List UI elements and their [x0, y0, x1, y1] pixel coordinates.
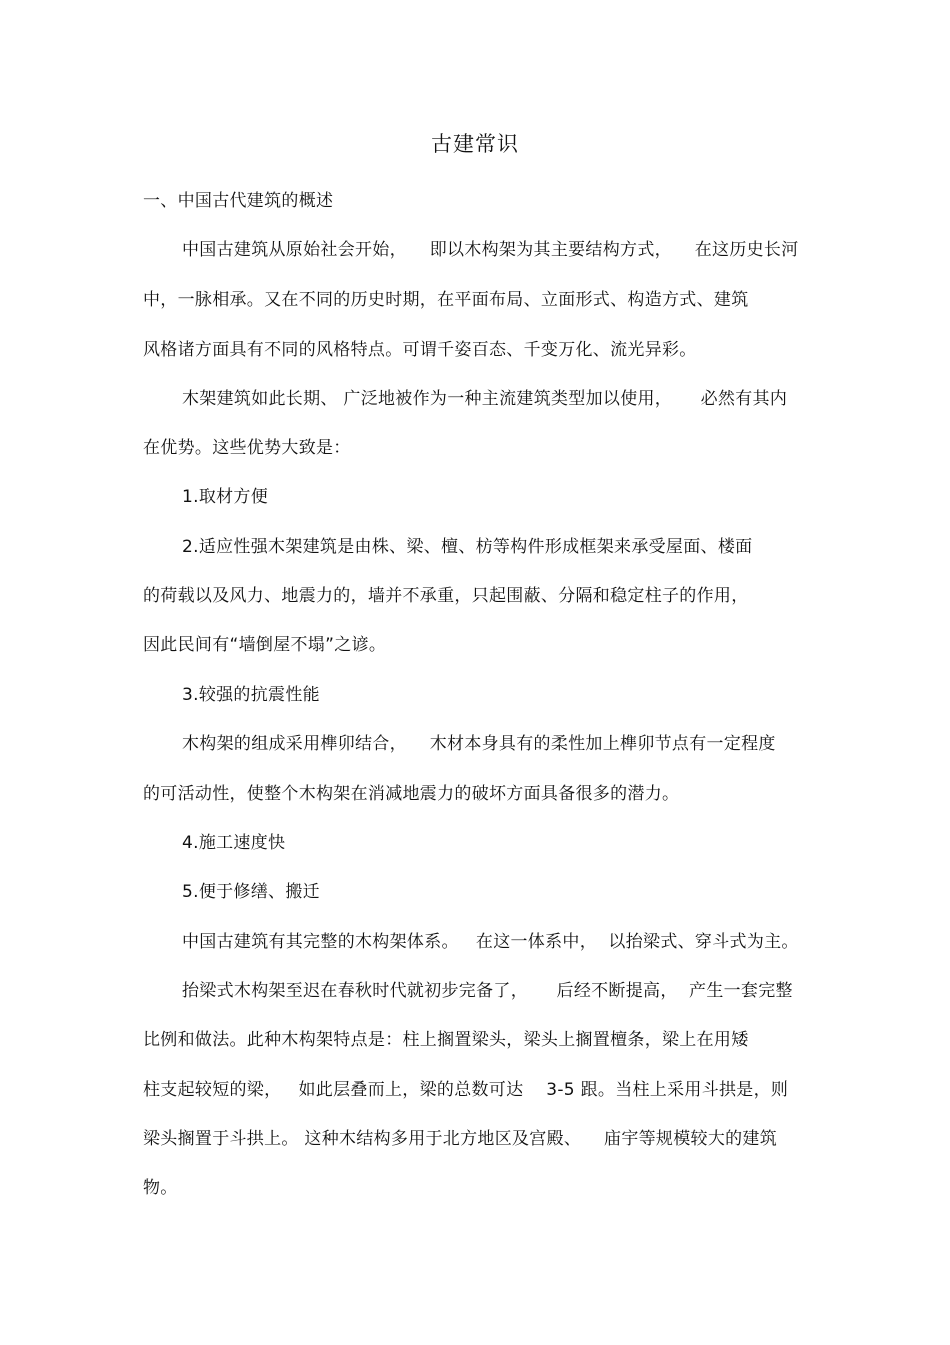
list-item: 2.适应性强木架建筑是由株、梁、檀、枋等构件形成框架来承受屋面、楼面: [182, 537, 753, 557]
paragraph-line: 梁头搁置于斗拱上。 这种木结构多用于北方地区及宫殿、 庙宇等规模较大的建筑: [143, 1129, 778, 1149]
paragraph-line: 物。: [143, 1178, 178, 1198]
paragraph-line: 中，一脉相承。又在不同的历史时期，在平面布局、立面形式、构造方式、建筑: [143, 290, 749, 310]
list-item: 1.取材方便: [182, 487, 269, 507]
paragraph-line: 中国古建筑有其完整的木构架体系。 在这一体系中， 以抬梁式、穿斗式为主。: [182, 932, 799, 952]
list-item: 4.施工速度快: [182, 833, 286, 853]
paragraph-line: 的可活动性，使整个木构架在消减地震力的破坏方面具备很多的潜力。: [143, 784, 680, 804]
paragraph-line: 的荷载以及风力、地震力的，墙并不承重，只起围蔽、分隔和稳定柱子的作用，: [143, 586, 749, 606]
paragraph-line: 比例和做法。此种木构架特点是：柱上搁置梁头，梁头上搁置檀条，梁上在用矮: [143, 1030, 749, 1050]
paragraph-line: 风格诸方面具有不同的风格特点。可谓千姿百态、千变万化、流光异彩。: [143, 340, 697, 360]
list-item: 3.较强的抗震性能: [182, 685, 320, 705]
paragraph-line: 柱支起较短的梁， 如此层叠而上，梁的总数可达 3-5 跟。当柱上采用斗拱是，则: [143, 1080, 789, 1100]
paragraph-line: 木构架的组成采用榫卯结合， 木材本身具有的柔性加上榫卯节点有一定程度: [182, 734, 776, 754]
paragraph-line: 在优势。这些优势大致是：: [143, 438, 351, 458]
paragraph-line: 中国古建筑从原始社会开始， 即以木构架为其主要结构方式， 在这历史长河: [182, 240, 799, 260]
paragraph-line: 抬梁式木构架至迟在春秋时代就初步完备了， 后经不断提高， 产生一套完整: [182, 981, 793, 1001]
paragraph-line: 因此民间有“墙倒屋不塌”之谚。: [143, 635, 387, 655]
list-item: 5.便于修缮、搬迁: [182, 882, 320, 902]
paragraph-line: 木架建筑如此长期、 广泛地被作为一种主流建筑类型加以使用， 必然有其内: [182, 389, 788, 409]
section-heading: 一、中国古代建筑的概述: [143, 191, 334, 211]
document-title: 古建常识: [431, 132, 519, 156]
